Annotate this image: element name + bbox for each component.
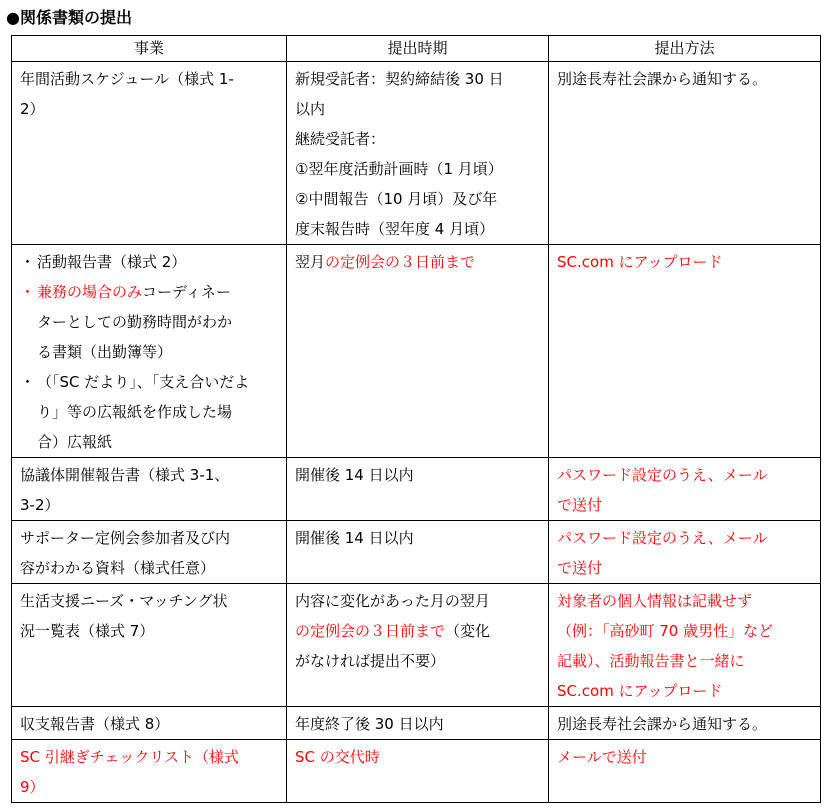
cell-jiki: 翌月の定例会の３日前まで	[287, 245, 549, 458]
cell-hoho: パスワード設定のうえ、メール で送付	[549, 458, 821, 521]
cell-jigyo: 協議体開催報告書（様式 3-1、 3-2）	[12, 458, 287, 521]
table-row	[12, 245, 821, 458]
cell-hoho: メールで送付	[549, 740, 821, 803]
cell-jigyo: SC 引継ぎチェックリスト（様式 9）	[12, 740, 287, 803]
cell-jiki: 内容に変化があった月の翌月 の定例会の３日前まで（変化 がなければ提出不要）	[287, 584, 549, 707]
cell-hoho: 別途長寿社会課から通知する。	[549, 62, 821, 245]
list-item: ・ （「SC だより」、「支え合いだよ り」等の広報紙を作成した場 合）広報紙	[20, 373, 250, 451]
cell-jigyo: 生活支援ニーズ・マッチング状 況一覧表（様式 7）	[12, 584, 287, 707]
cell-jiki: 開催後 14 日以内	[287, 458, 549, 521]
section-title: ●関係書類の提出	[6, 8, 132, 27]
table-row	[12, 707, 821, 740]
cell-hoho: SC.com にアップロード	[549, 245, 821, 458]
cell-jigyo: 収支報告書（様式 8）	[12, 707, 287, 740]
cell-jigyo: 年間活動スケジュール（様式 1- 2）	[12, 62, 287, 245]
cell-jiki: SC の交代時	[287, 740, 549, 803]
cell-jiki: 開催後 14 日以内	[287, 521, 549, 584]
header-hoho: 提出方法	[549, 36, 821, 62]
cell-jigyo	[12, 245, 287, 458]
cell-jigyo: サポーター定例会参加者及び内 容がわかる資料（様式任意）	[12, 521, 287, 584]
document-submission-table	[11, 35, 821, 803]
table-row	[12, 62, 821, 245]
cell-hoho: 対象者の個人情報は記載せず （例：「高砂町 70 歳男性」など 記載）、活動報告書と一緒に SC.com にアップロード	[549, 584, 821, 707]
list-item: ・ 活動報告書（様式 2）	[20, 253, 187, 271]
table-row	[12, 584, 821, 707]
table-row	[12, 521, 821, 584]
header-row	[12, 36, 821, 62]
cell-jiki: 年度終了後 30 日以内	[287, 707, 549, 740]
cell-hoho: パスワード設定のうえ、メール で送付	[549, 521, 821, 584]
table-row	[12, 740, 821, 803]
list-item: ・ 兼務の場合のみコーディネー ターとしての勤務時間がわか る書類（出勤簿等）	[20, 283, 233, 361]
header-jiki: 提出時期	[287, 36, 549, 62]
header-jigyo: 事業	[12, 36, 287, 62]
cell-hoho: 別途長寿社会課から通知する。	[549, 707, 821, 740]
table-row	[12, 458, 821, 521]
cell-jiki: 新規受託者：契約締結後 30 日 以内 継続受託者： ①翌年度活動計画時（1 月頃） ②中間報告（10 月頃）及び年 度末報告時（翌年度 4 月頃）	[287, 62, 549, 245]
